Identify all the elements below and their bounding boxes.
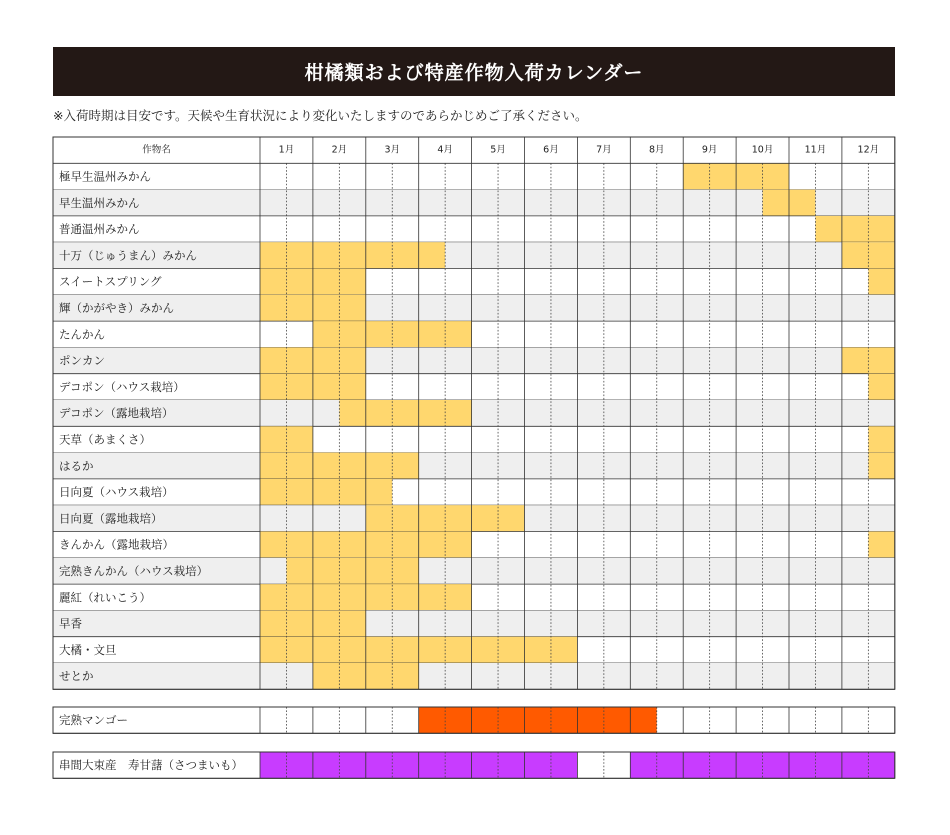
crop-name: 早生温州みかん xyxy=(59,195,140,210)
row-background xyxy=(53,610,895,636)
crop-name: きんかん（露地栽培） xyxy=(59,537,174,552)
crop-name: はるか xyxy=(59,458,94,473)
period-bar xyxy=(868,426,894,452)
month-header-4: 4月 xyxy=(437,144,453,156)
month-header-10: 10月 xyxy=(751,144,774,156)
crop-name: 串間大束産 寿甘藷（さつまいも） xyxy=(59,758,243,773)
row-background xyxy=(53,295,895,321)
crop-name: 早香 xyxy=(59,616,82,631)
crop-name: デコポン（露地栽培） xyxy=(59,406,174,421)
period-bar xyxy=(868,374,894,400)
period-bar xyxy=(260,242,445,268)
month-header-1: 1月 xyxy=(278,144,295,156)
month-header-7: 7月 xyxy=(596,144,612,156)
crop-name: スイートスプリング xyxy=(59,274,162,289)
crop-name: ポンカン xyxy=(59,353,105,368)
crop-name: 大橘・文旦 xyxy=(59,642,117,657)
crop-name: 十万（じゅうまん）みかん xyxy=(59,248,197,263)
month-header-3: 3月 xyxy=(384,144,401,156)
month-header-11: 11月 xyxy=(804,144,827,156)
period-bar xyxy=(815,216,894,242)
row-background xyxy=(53,663,895,689)
period-bar xyxy=(419,707,657,733)
period-bar xyxy=(260,479,392,505)
page-title: 柑橘類および特産作物入荷カレンダー xyxy=(304,62,644,84)
crop-name: せとか xyxy=(59,669,94,684)
row-background xyxy=(53,400,895,426)
crop-name: 完熟きんかん（ハウス栽培） xyxy=(59,563,209,578)
crop-name: 輝（かがやき）みかん xyxy=(59,300,174,315)
period-bar xyxy=(868,532,894,558)
header-crop-name: 作物名 xyxy=(142,144,171,156)
crop-name: 極早生温州みかん xyxy=(59,169,151,184)
crop-name: 日向夏（露地栽培） xyxy=(59,511,163,526)
crop-name: 普通温州みかん xyxy=(59,222,140,237)
month-header-9: 9月 xyxy=(701,144,718,156)
period-bar xyxy=(286,558,418,584)
crop-name: 完熟マンゴー xyxy=(59,713,128,728)
crop-name: 日向夏（ハウス栽培） xyxy=(59,485,174,500)
month-header-2: 2月 xyxy=(331,144,348,156)
crop-name: 天草（あまくさ） xyxy=(59,432,151,447)
period-bar xyxy=(868,269,894,295)
month-header-6: 6月 xyxy=(543,144,559,156)
period-bar xyxy=(868,453,894,479)
disclaimer-note: ※入荷時期は目安です。天候や生育状況により変化いたしますのであらかじめご了承ください。 xyxy=(53,108,588,123)
row-background xyxy=(53,453,895,479)
row-background xyxy=(53,347,895,373)
month-header-5: 5月 xyxy=(490,144,506,156)
crop-name: たんかん xyxy=(59,327,105,342)
crop-name: 麗紅（れいこう） xyxy=(59,590,151,605)
period-bar xyxy=(339,400,471,426)
month-header-8: 8月 xyxy=(648,144,665,156)
month-header-12: 12月 xyxy=(857,144,880,156)
crop-name: デコポン（ハウス栽培） xyxy=(59,379,185,394)
